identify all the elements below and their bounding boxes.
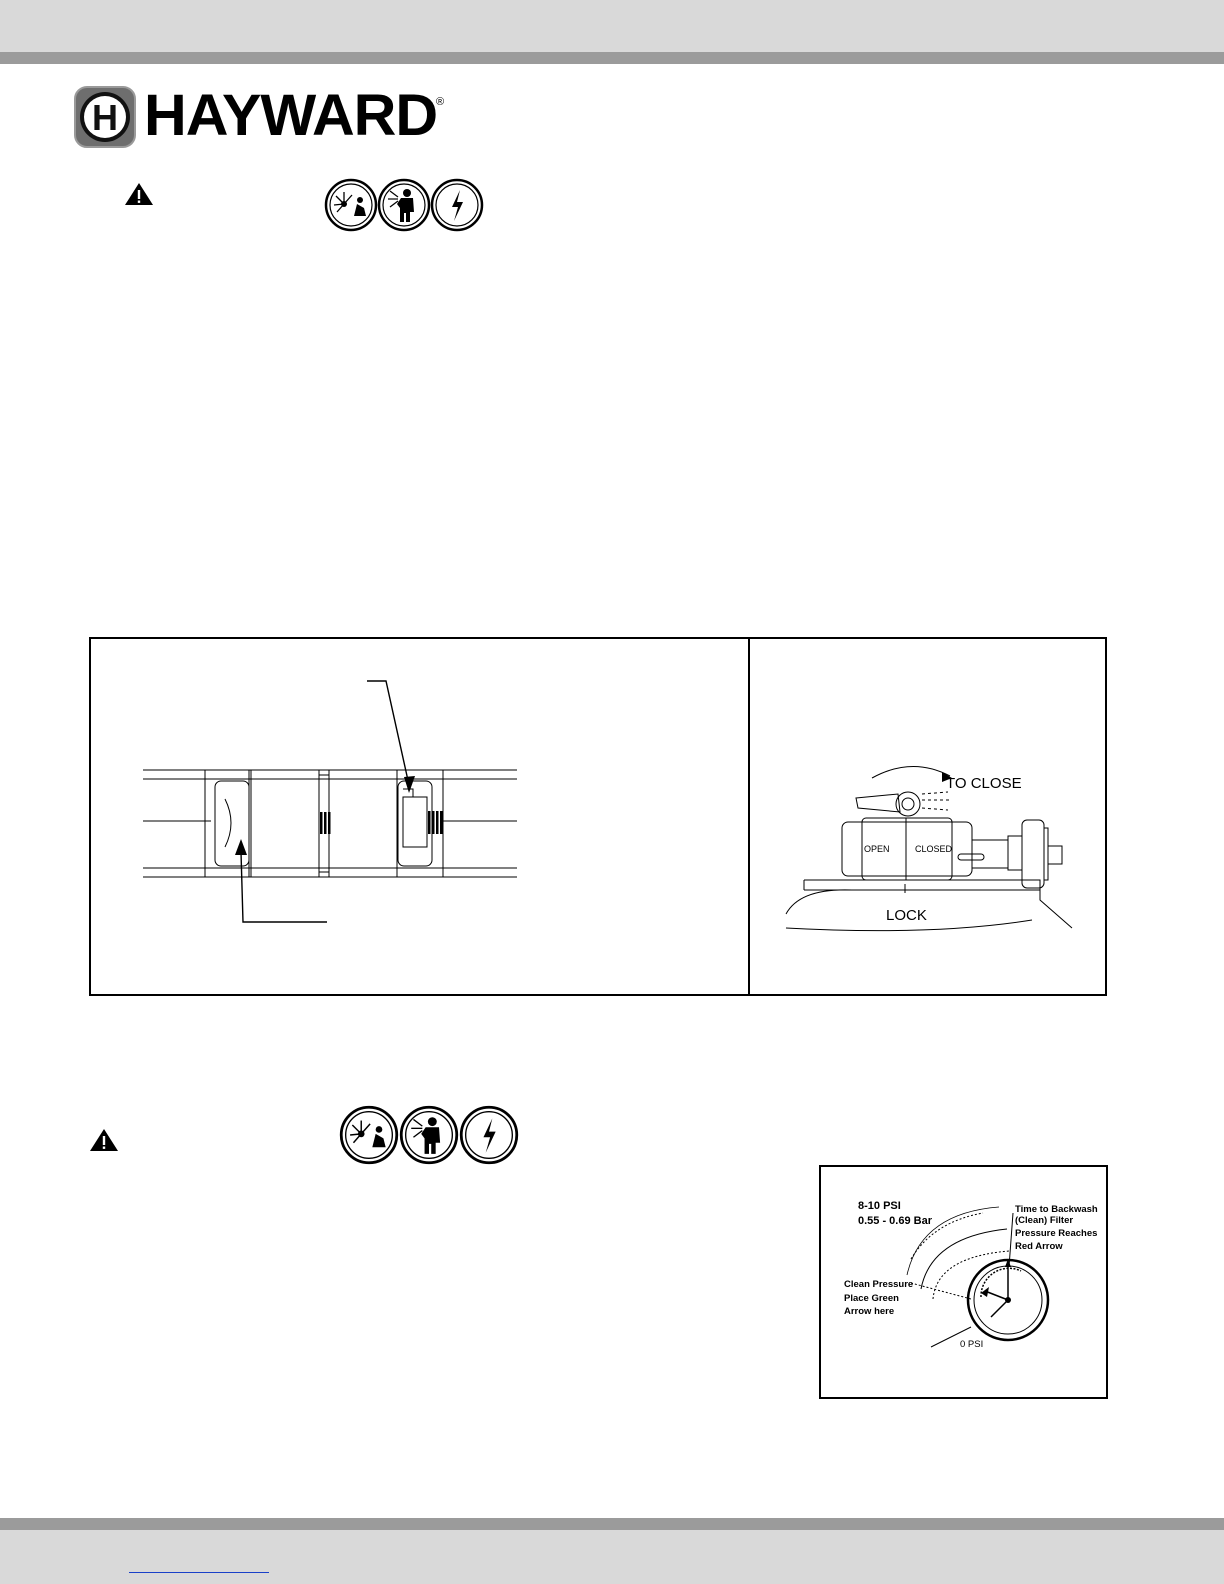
zero-psi-label: 0 PSI [960, 1339, 984, 1350]
explosion-icon [324, 178, 378, 232]
registered-mark: ® [436, 96, 445, 108]
backwash-note-line: Pressure Reaches [1015, 1228, 1098, 1239]
header-band [0, 0, 1224, 52]
clean-pressure-note-line: Clean Pressure [844, 1279, 914, 1290]
person-impact-icon [399, 1105, 459, 1165]
footer-link[interactable] [129, 1556, 269, 1573]
electric-shock-icon [459, 1105, 519, 1165]
pressure-gauge-diagram [821, 1167, 1106, 1397]
lock-label: LOCK [886, 907, 927, 924]
backwash-note-line: Red Arrow [1015, 1241, 1063, 1252]
warning-triangle-icon [89, 1128, 119, 1152]
bar-range-label: 0.55 - 0.69 Bar [858, 1215, 932, 1227]
psi-range-label: 8-10 PSI [858, 1200, 901, 1212]
header-stripe [0, 52, 1224, 64]
backwash-note-line: (Clean) Filter [1015, 1215, 1074, 1226]
valve-diagram [782, 728, 1088, 956]
backwash-note-line: Time to Backwash [1015, 1204, 1098, 1215]
to-close-label: TO CLOSE [946, 775, 1022, 792]
hayward-logo-icon [74, 86, 136, 148]
warning-triangle-icon [124, 182, 154, 206]
brand-wordmark: HAYWARD [144, 83, 438, 148]
logo-letter: H [92, 97, 118, 138]
person-impact-icon [377, 178, 431, 232]
open-label: OPEN [864, 844, 890, 854]
clean-pressure-note-line: Place Green [844, 1293, 899, 1304]
footer-stripe [0, 1518, 1224, 1530]
electric-shock-icon [430, 178, 484, 232]
figure-divider [748, 637, 750, 996]
explosion-icon [339, 1105, 399, 1165]
clean-pressure-note-line: Arrow here [844, 1306, 895, 1317]
closed-label: CLOSED [915, 844, 953, 854]
pipe-diagram [91, 639, 747, 994]
